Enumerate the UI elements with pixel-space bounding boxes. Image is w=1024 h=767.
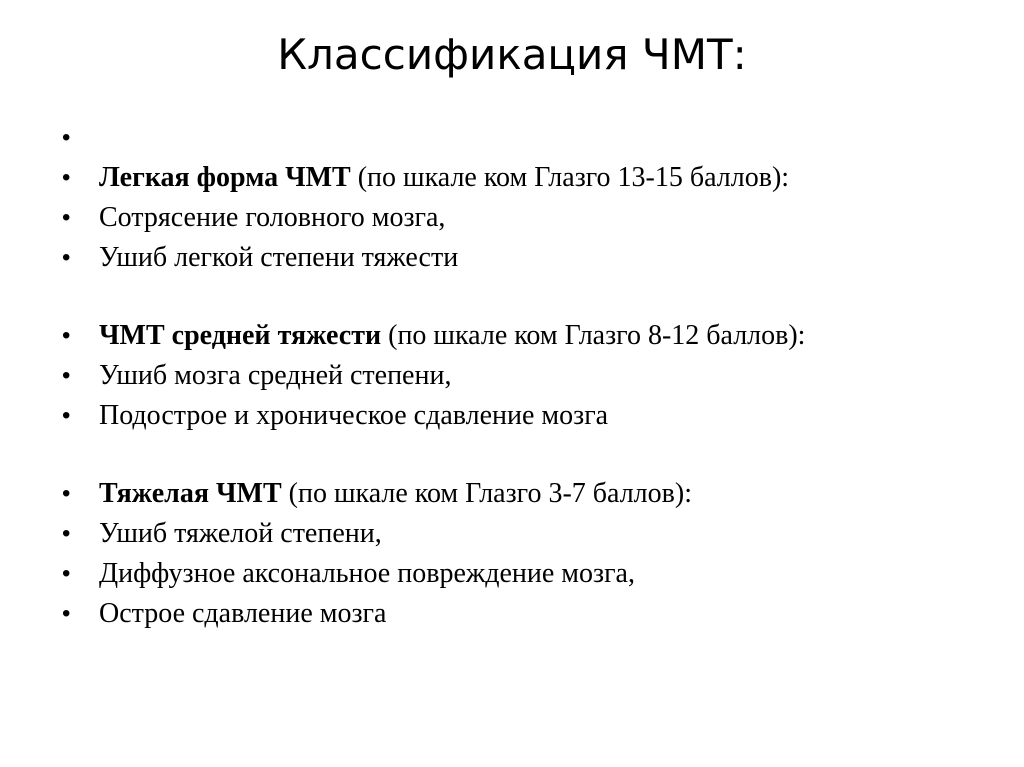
list-item-text: Диффузное аксональное повреждение мозга, bbox=[99, 558, 635, 589]
list-item bbox=[62, 514, 982, 554]
bullet-icon: • bbox=[62, 204, 71, 231]
list-item-text: Острое сдавление мозга bbox=[99, 598, 387, 629]
bullet-icon: • bbox=[62, 124, 71, 151]
bullet-icon: • bbox=[62, 560, 71, 587]
list-item-group-heading bbox=[62, 316, 982, 356]
bullet-icon: • bbox=[62, 402, 71, 429]
list-item bbox=[62, 356, 982, 396]
bullet-icon: • bbox=[62, 362, 71, 389]
list-item-text: Ушиб легкой степени тяжести bbox=[99, 242, 459, 273]
list-item-text bbox=[99, 316, 805, 356]
group-heading-bold: Тяжелая ЧМТ bbox=[99, 478, 282, 509]
group-heading-rest: (по шкале ком Глазго 13-15 баллов): bbox=[350, 162, 790, 193]
list-item-group-heading bbox=[62, 158, 982, 198]
list-item-empty bbox=[62, 118, 982, 158]
bullet-icon: • bbox=[62, 244, 71, 271]
list-item-text: Ушиб мозга средней степени, bbox=[99, 360, 452, 391]
group-heading-rest: (по шкале ком Глазго 8-12 баллов): bbox=[381, 320, 806, 351]
bullet-icon: • bbox=[62, 322, 71, 349]
bullet-icon: • bbox=[62, 520, 71, 547]
bullet-icon: • bbox=[62, 600, 71, 627]
page-title: Классификация ЧМТ: bbox=[277, 30, 747, 79]
group-heading-rest: (по шкале ком Глазго 3-7 баллов): bbox=[281, 478, 692, 509]
list-item bbox=[62, 238, 982, 278]
list-item bbox=[62, 594, 982, 634]
group-heading-bold: Легкая форма ЧМТ bbox=[99, 162, 351, 193]
list-item-group-heading bbox=[62, 474, 982, 514]
list-item bbox=[62, 198, 982, 238]
list-item bbox=[62, 554, 982, 594]
list-item bbox=[62, 396, 982, 436]
list-item-text: Подострое и хроническое сдавление мозга bbox=[99, 400, 609, 431]
list-spacer bbox=[62, 278, 982, 316]
list-item-text: Ушиб тяжелой степени, bbox=[99, 518, 382, 549]
bullet-list bbox=[62, 118, 982, 634]
bullet-icon: • bbox=[62, 480, 71, 507]
list-item-text bbox=[99, 474, 692, 514]
group-heading-bold: ЧМТ средней тяжести bbox=[99, 320, 382, 351]
list-item-text: Сотрясение головного мозга, bbox=[99, 202, 446, 233]
list-item-text bbox=[99, 158, 789, 198]
list-spacer bbox=[62, 436, 982, 474]
bullet-icon: • bbox=[62, 164, 71, 191]
